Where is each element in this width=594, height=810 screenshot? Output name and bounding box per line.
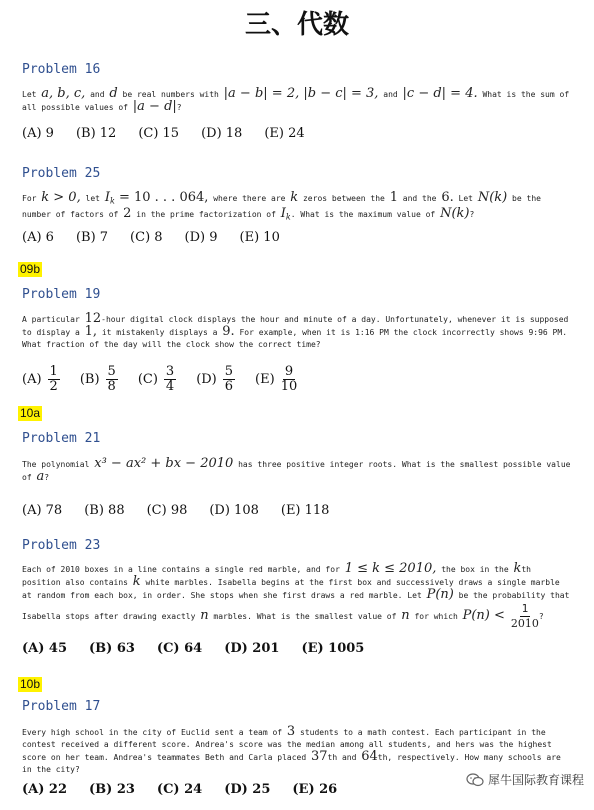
choice: (B) 63 <box>89 641 135 656</box>
choice: (E) 10 <box>239 230 280 245</box>
choice: (C) 8 <box>130 230 163 245</box>
watermark-text: 犀牛国际教育课程 <box>487 773 584 787</box>
year-tag: 10a <box>20 406 41 420</box>
choice: (E) 24 <box>264 126 305 141</box>
problem-text: Each of 2010 boxes in a line contains a single red marble, and for 1 ≤ k ≤ 2010, the box in the kth position also contains k white marbles. Isabella begins at the first box and successively draws a single marble at random from each box, in order. She stops when she first draws a red marble. Let P(n) be the probability that Isabella stops after drawing exactly n marbles. What is the smallest value of n for which P(n) < $\frac{1}{2010}$ ? <box>22 561 570 630</box>
problem-heading: Problem 19 <box>22 287 101 302</box>
choice: (A) 22 <box>22 782 68 797</box>
problem-heading: Problem 25 <box>22 166 101 181</box>
choice: (D) 18 <box>201 126 243 141</box>
choice: (C) 15 <box>138 126 180 141</box>
page-title: 三、代数 <box>244 10 349 40</box>
choice: (A) 6 <box>22 230 54 245</box>
problem-text: Every high school in the city of Euclid sent a team of 3 students to a math contest. Each participant in the contest received a different score. Andrea's score was the median among all students, and hers was the highest score on her team. Andrea's teammates Beth and Carla placed 37th and 64th, respectively. How many schools are in the city? <box>22 724 561 774</box>
choice: (D) 201 <box>224 641 280 656</box>
problem-text: Let a, b, c, and d be real numbers with |a − b| = 2, |b − c| = 3, and |c − d| = 4. What is the sum of all possible values of |a − d|? <box>22 86 570 114</box>
year-tag: 09b <box>20 262 41 276</box>
choice: (A) 78 <box>22 503 63 518</box>
choice: (D) 25 <box>224 782 271 797</box>
problem-text: The polynomial x³ − ax² + bx − 2010 has three positive integer roots. What is the smallest possible value of a? <box>22 456 571 484</box>
choice: (D) 9 <box>184 230 218 245</box>
year-tag: 10b <box>20 677 41 691</box>
choice: (B) $\frac{5}{8}$ <box>79 364 116 394</box>
choice: (A) 9 <box>22 126 54 141</box>
answer-choices <box>22 126 327 141</box>
choice: (D) $\frac{5}{6}$ <box>196 364 234 394</box>
choice: (C) $\frac{3}{4}$ <box>137 364 175 394</box>
problem-text: A particular 12-hour digital clock displays the hour and minute of a day. Unfortunately, whenever it is supposed to display a 1, it mistakenly displays a 9. For example, when it is 1:16 PM the clock incorrectly shows 9:96 PM. What fraction of the day will the clock show the correct time? <box>22 311 569 349</box>
wechat-icon <box>466 773 484 787</box>
choice: (E) 26 <box>292 782 338 797</box>
answer-choices <box>22 230 302 245</box>
choice: (A) $\frac{1}{2}$ <box>22 364 58 394</box>
choice: (E) $\frac{9}{10}$ <box>255 364 298 394</box>
problem-heading: Problem 16 <box>22 62 101 77</box>
answer-choices <box>22 782 359 797</box>
choice: (E) 1005 <box>301 641 365 656</box>
answer-choices <box>22 503 351 518</box>
watermark <box>466 771 584 788</box>
choice: (B) 23 <box>89 782 135 797</box>
problem-heading: Problem 21 <box>22 431 101 446</box>
choice: (C) 24 <box>156 782 203 797</box>
answer-choices <box>22 365 317 394</box>
choice: (C) 98 <box>146 503 188 518</box>
choice: (B) 7 <box>75 230 109 245</box>
choice: (B) 88 <box>84 503 125 518</box>
problem-text: For k > 0, let $I_k = 10$ . . . 064, where there are k zeros between the 1 and the 6. Let N(k) be the number of factors of 2 in the prime factorization of $I_k$. What is the maximum value of N(k)? <box>22 190 541 222</box>
choice: (D) 108 <box>209 503 259 518</box>
choice: (A) 45 <box>22 641 68 656</box>
problem-heading: Problem 17 <box>22 699 101 714</box>
choice: (B) 12 <box>75 126 117 141</box>
choice: (E) 118 <box>280 503 330 518</box>
choice: (C) 64 <box>156 641 203 656</box>
problem-heading: Problem 23 <box>22 538 101 553</box>
answer-choices <box>22 641 386 656</box>
